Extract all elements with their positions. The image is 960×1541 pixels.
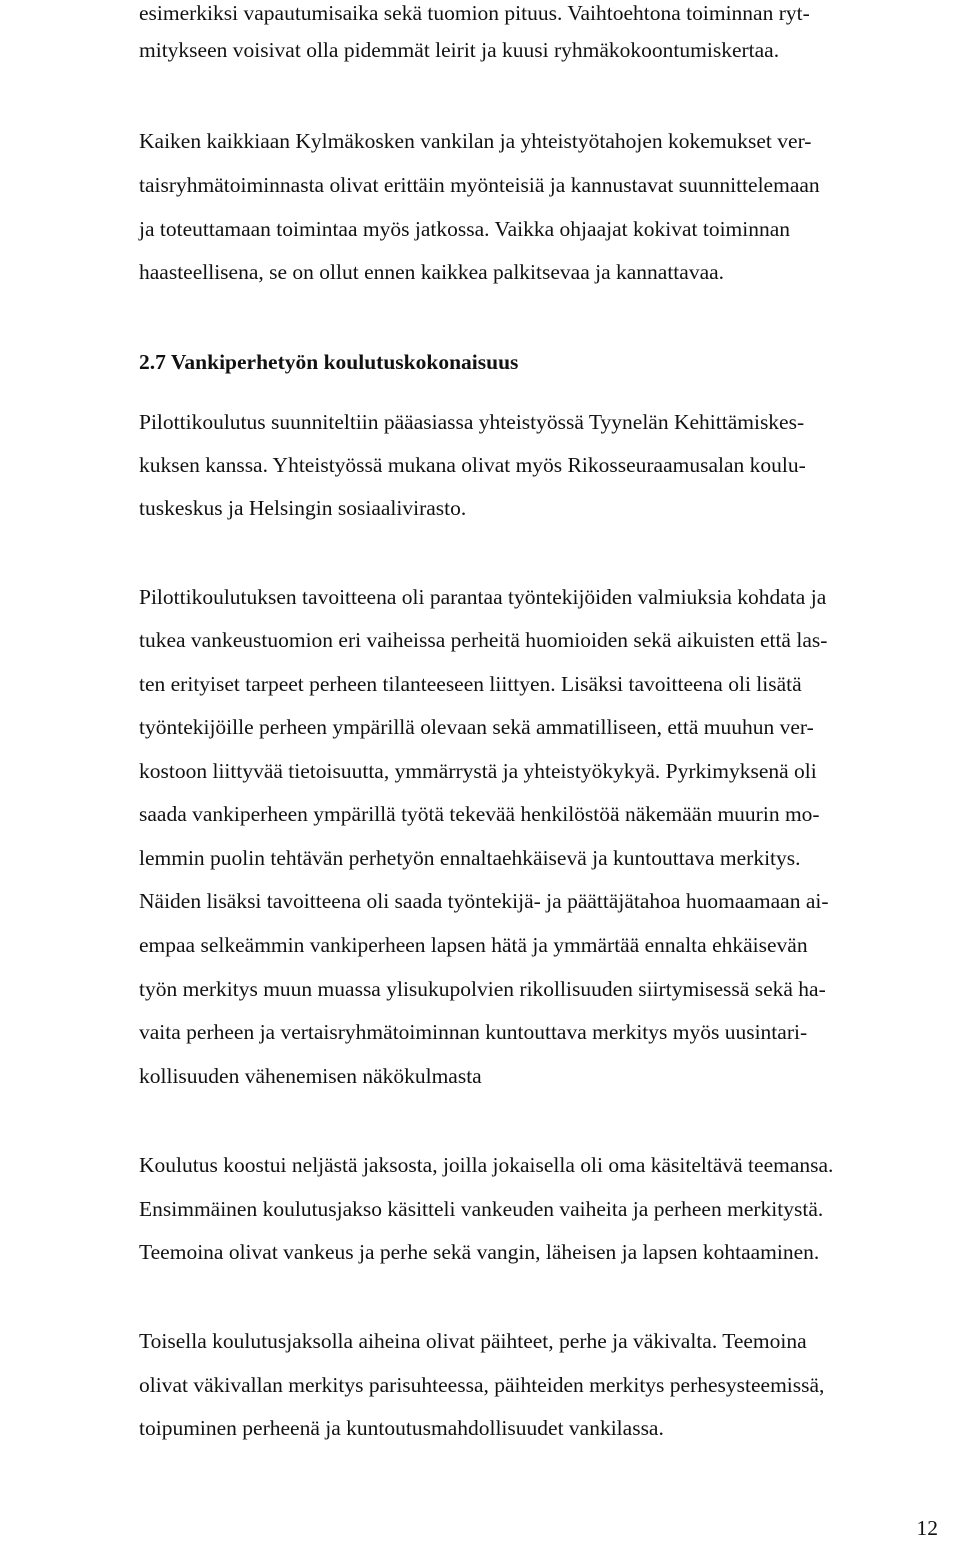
section-heading: 2.7 Vankiperhetyön koulutuskokonaisuus <box>139 350 519 374</box>
paragraph-line: empaa selkeämmin vankiperheen lapsen hätä ja ymmärtää ennalta ehkäisevän <box>139 933 808 957</box>
paragraph-line: Kaiken kaikkiaan Kylmäkosken vankilan ja yhteistyötahojen kokemukset ver- <box>139 129 812 153</box>
paragraph-line: ten erityiset tarpeet perheen tilanteeseen liittyen. Lisäksi tavoitteena oli lisätä <box>139 672 802 696</box>
paragraph-line: tuskeskus ja Helsingin sosiaalivirasto. <box>139 496 467 520</box>
paragraph-line: Pilottikoulutus suunniteltiin pääasiassa yhteistyössä Tyynelän Kehittämiskes- <box>139 410 805 434</box>
paragraph-line: saada vankiperheen ympärillä työtä tekevää henkilöstöä näkemään muurin mo- <box>139 802 820 826</box>
paragraph-line: olivat väkivallan merkitys parisuhteessa, päihteiden merkitys perhesysteemissä, <box>139 1373 825 1397</box>
paragraph-line: esimerkiksi vapautumisaika sekä tuomion pituus. Vaihtoehtona toiminnan ryt- <box>139 1 810 25</box>
paragraph-line: Teemoina olivat vankeus ja perhe sekä vangin, läheisen ja lapsen kohtaaminen. <box>139 1240 820 1264</box>
paragraph-line: lemmin puolin tehtävän perhetyön ennaltaehkäisevä ja kuntouttava merkitys. <box>139 846 801 870</box>
paragraph-line: kuksen kanssa. Yhteistyössä mukana olivat myös Rikosseuraamusalan koulu- <box>139 453 806 477</box>
paragraph-line: Näiden lisäksi tavoitteena oli saada työntekijä- ja päättäjätahoa huomaamaan ai- <box>139 889 829 913</box>
paragraph-line: taisryhmätoiminnasta olivat erittäin myönteisiä ja kannustavat suunnittelemaan <box>139 173 820 197</box>
paragraph-line: haasteellisena, se on ollut ennen kaikkea palkitsevaa ja kannattavaa. <box>139 260 725 284</box>
page-number: 12 <box>916 1516 938 1540</box>
paragraph-line: toipuminen perheenä ja kuntoutusmahdollisuudet vankilassa. <box>139 1416 664 1440</box>
paragraph-line: kostoon liittyvää tietoisuutta, ymmärrystä ja yhteistyökykyä. Pyrkimyksenä oli <box>139 759 817 783</box>
paragraph-line: Toisella koulutusjaksolla aiheina olivat päihteet, perhe ja väkivalta. Teemoina <box>139 1329 807 1353</box>
paragraph-line: Ensimmäinen koulutusjakso käsitteli vankeuden vaiheita ja perheen merkitystä. <box>139 1197 824 1221</box>
paragraph-line: vaita perheen ja vertaisryhmätoiminnan kuntouttava merkitys myös uusintari- <box>139 1020 808 1044</box>
paragraph-line: Koulutus koostui neljästä jaksosta, joilla jokaisella oli oma käsiteltävä teemansa. <box>139 1153 834 1177</box>
paragraph-line: Pilottikoulutuksen tavoitteena oli parantaa työntekijöiden valmiuksia kohdata ja <box>139 585 827 609</box>
paragraph-line: mitykseen voisivat olla pidemmät leirit ja kuusi ryhmäkokoontumiskertaa. <box>139 38 780 62</box>
paragraph-line: ja toteuttamaan toimintaa myös jatkossa. Vaikka ohjaajat kokivat toiminnan <box>139 217 791 241</box>
paragraph-line: tukea vankeustuomion eri vaiheissa perheitä huomioiden sekä aikuisten että las- <box>139 628 828 652</box>
paragraph-line: työn merkitys muun muassa ylisukupolvien rikollisuuden siirtymisessä sekä ha- <box>139 977 826 1001</box>
paragraph-line: työntekijöille perheen ympärillä olevaan sekä ammatilliseen, että muuhun ver- <box>139 715 814 739</box>
paragraph-line: kollisuuden vähenemisen näkökulmasta <box>139 1064 482 1088</box>
